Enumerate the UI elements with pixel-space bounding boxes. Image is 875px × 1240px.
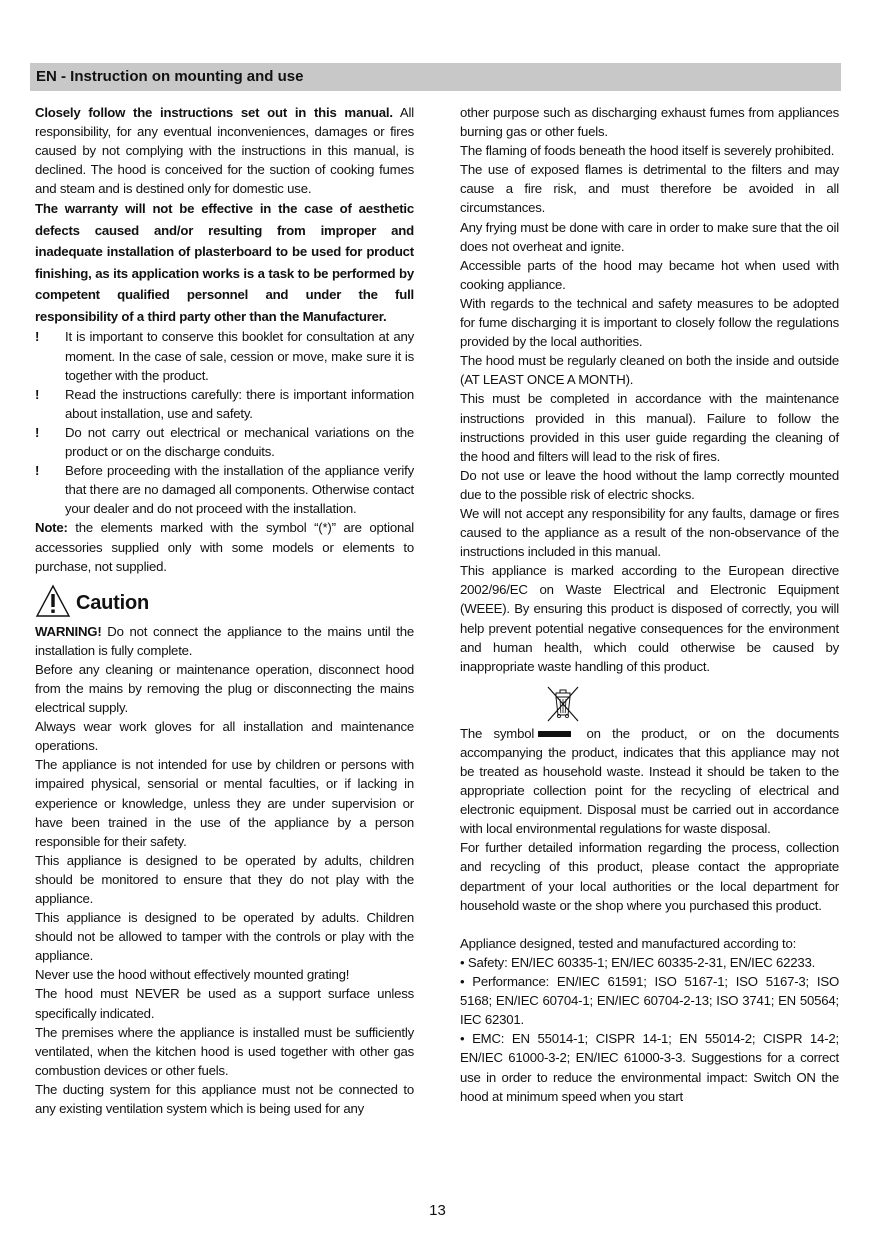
bullet-item [35,385,414,423]
body-paragraph: We will not accept any responsibility for any faults, damage or fires caused to the appliance as a result of the non-observance of the instructions included in this manual. [460,505,839,560]
safety-bullet-list [35,327,414,518]
standards-intro: Appliance designed, tested and manufactured according to: [460,935,797,951]
body-paragraph: Accessible parts of the hood may became hot when used with cooking appliance. [460,257,839,292]
body-paragraph: This appliance is designed to be operated by adults, children should be monitored to ensure that they do not play with the appliance. [35,852,414,906]
body-paragraph: This must be completed in accordance with the maintenance instructions provided in this manual). Failure to follow the instructions provided in this user guide regarding the cleaning of the hood and filters will lead to the risk of fires. [460,391,839,464]
page-number: 13 [429,1202,446,1219]
symbol-text-after: on the product, or on the documents accompanying the product, indicates that this appliance may not be treated as household waste. Instead it should be taken to the appropriate collection point for the recycling of electrical and electronic equipment. Disposal must be carried out in accordance with local environmental regulations for waste disposal. [460,725,839,837]
caution-heading [35,582,414,622]
caution-title: Caution [76,591,150,614]
bullet-text: It is important to conserve this booklet for consultation at any moment. In the case of sale, cession or move, make sure it is together with the product. [65,329,414,383]
intro-bold: Closely follow the instructions set out in this manual. [35,105,393,120]
standards-item: • Performance: EN/IEC 61591; ISO 5167-1; ISO 5167-3; ISO 5168; EN/IEC 60704-1; EN/IEC 60704-2-13; ISO 3741; EN 50564; IEC 62301. [460,974,839,1028]
spacer [460,915,839,934]
body-paragraph: Always wear work gloves for all installation and maintenance operations. [35,719,414,754]
bullet-item [35,327,414,384]
standards-item: • Safety: EN/IEC 60335-1; EN/IEC 60335-2-31, EN/IEC 62233. [460,954,816,970]
body-paragraph: This appliance is designed to be operated by adults. Children should not be allowed to tamper with the controls or play with the appliance. [35,910,414,964]
body-paragraph: The flaming of foods beneath the hood itself is severely prohibited. [460,143,835,159]
body-paragraph: Do not use or leave the hood without the lamp correctly mounted due to the possible risk of electric shocks. [460,467,839,502]
exclamation-icon: ! [35,424,40,440]
note-paragraph [35,518,414,575]
body-paragraph: The appliance is not intended for use by children or persons with impaired physical, sensorial or mental faculties, or if lacking in experience or knowledge, unless they are under supervision or have been trained in the use of the appliance by a person responsible for their safety. [35,757,414,849]
bullet-text: Do not carry out electrical or mechanical variations on the product or on the discharge conduits. [65,424,414,460]
body-paragraph: Before any cleaning or maintenance operation, disconnect hood from the mains by removing the plug or disconnecting the mains electrical supply. [35,661,414,716]
warning-label: WARNING! [35,623,102,639]
warning-paragraph [35,622,414,660]
bullet-text: Before proceeding with the installation of the appliance verify that there are no damaged all components. Otherwise contact your dealer and do not proceed with the installation. [65,463,414,517]
body-paragraph: The hood must be regularly cleaned on both the inside and outside (AT LEAST ONCE A MONTH). [460,353,839,388]
intro-text: All responsibility, for any eventual inconveniences, damages or fires caused by not complying with the instructions in this manual, is declined. The hood is conceived for the suction of cooking fumes and steam and is destined only for domestic use. [35,105,414,197]
body-paragraph: Never use the hood without effectively mounted grating! [35,967,350,983]
warning-text: Do not connect the appliance to the mains until the installation is fully complete. [35,623,414,658]
weee-bar-icon [538,731,571,737]
bullet-item [35,461,414,518]
body-paragraph: Any frying must be done with care in order to make sure that the oil does not overheat and ignite. [460,219,839,254]
standards-item: • EMC: EN 55014-1; CISPR 14-1; EN 55014-2; CISPR 14-2; EN/IEC 61000-3-2; EN/IEC 61000-3-3. Suggestions for a correct use in order to reduce the environmental impact: Switch ON the hood at minimum speed when you start [460,1031,839,1104]
note-label: Note: [35,520,68,536]
symbol-paragraph [460,724,839,839]
body-paragraph: The ducting system for this appliance must not be connected to any existing ventilation system which is being used for any [35,1081,414,1117]
body-paragraph: The hood must NEVER be used as a support surface unless specifically indicated. [35,986,414,1021]
body-paragraph: The premises where the appliance is installed must be sufficiently ventilated, when the kitchen hood is used together with other gas combustion devices or other fuels. [35,1024,414,1078]
note-text: the elements marked with the symbol “(*)” are optional accessories supplied only with some models or elements to purchase, not supplied. [35,520,414,574]
right-column [460,103,839,1106]
left-column [35,103,414,1118]
symbol-text-before: The symbol [460,725,535,741]
exclamation-icon: ! [35,329,40,345]
section-title: EN - Instruction on mounting and use [30,63,841,91]
weee-paragraph: This appliance is marked according to the European directive 2002/96/EC on Waste Electrical and Electronic Equipment (WEEE). By ensuring this product is disposed of correctly, you will help prevent potential negative consequences for the environment and human health, which could otherwise be caused by inappropriate waste handling of this product. [460,563,839,674]
warranty-paragraph: The warranty will not be effective in the case of aesthetic defects caused and/or resulting from improper and inadequate installation of plasterboard to be used for product finishing, as its application works is a task to be performed by competent qualified personnel and under the full responsibility of a third party other than the Manufacturer. [35,201,414,324]
body-paragraph: The use of exposed flames is detrimental to the filters and may cause a fire risk, and must therefore be avoided in all circumstances. [460,162,839,216]
bullet-text: Read the instructions carefully: there is important information about installation, use and safety. [65,386,414,421]
body-paragraph: With regards to the technical and safety measures to be adopted for fume discharging it is important to closely follow the regulations provided by the local authorities. [460,295,839,350]
further-info-paragraph: For further detailed information regarding the process, collection and recycling of this product, please contact the appropriate department of your local authorities or the local department for household waste or the shop where you purchased this product. [460,840,839,913]
exclamation-icon: ! [35,463,40,479]
weee-symbol-row [460,682,839,724]
body-paragraph: other purpose such as discharging exhaust fumes from appliances burning gas or other fuels. [460,105,839,140]
intro-paragraph [35,103,414,198]
warning-triangle-icon [35,584,71,618]
exclamation-icon: ! [35,386,40,402]
bullet-item [35,423,414,461]
crossed-out-bin-icon [544,685,582,723]
